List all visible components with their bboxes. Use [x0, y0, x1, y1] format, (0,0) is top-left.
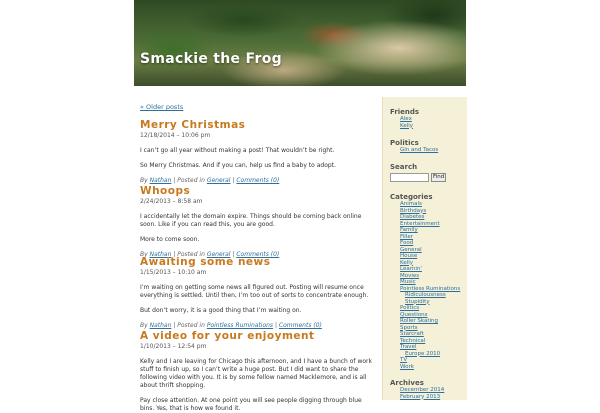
post-date: 2/24/2013 – 8:58 am	[140, 198, 203, 205]
category-link[interactable]: General	[206, 177, 231, 184]
comments-link[interactable]: Comments (0)	[278, 322, 322, 329]
meta-posted-in: | Posted in	[173, 251, 205, 258]
politics-link[interactable]: Gin and Tacos	[400, 147, 439, 153]
category-link[interactable]: Movies	[400, 272, 420, 279]
post-title[interactable]: Merry Christmas	[140, 119, 246, 131]
category-link[interactable]: Food	[400, 240, 414, 246]
sidebar-heading: Friends	[390, 108, 420, 116]
sidebar-heading: Politics	[390, 139, 419, 147]
post-paragraph: More to come soon.	[140, 236, 200, 243]
politics-list	[390, 147, 466, 154]
post-body	[140, 284, 372, 315]
category-link[interactable]: Pointless Ruminations	[400, 285, 461, 292]
list-item	[400, 147, 466, 154]
header-banner	[134, 0, 466, 86]
post-paragraph: I accidentally let the domain expire. Things should be coming back online soon. Like if you can read this, you are good.	[140, 213, 362, 228]
sidebar	[382, 97, 467, 400]
sidebar-archives	[390, 379, 466, 400]
post	[140, 185, 372, 259]
author-link[interactable]: Nathan	[149, 177, 172, 184]
post-body	[140, 147, 372, 170]
post-paragraph: I can’t go all year without making a post! That wouldn’t be right.	[140, 147, 335, 154]
category-link[interactable]: Family	[400, 227, 418, 233]
list-item	[400, 123, 466, 130]
category-link[interactable]: Roller Skating	[400, 318, 439, 324]
post-body	[140, 213, 372, 244]
category-link[interactable]: TV	[400, 357, 408, 363]
friend-link[interactable]: Kelly	[400, 122, 414, 129]
category-link[interactable]: Sports	[400, 324, 418, 331]
sidebar-categories	[390, 193, 466, 370]
category-link[interactable]: Questions	[400, 311, 428, 318]
category-link[interactable]: Kelly	[400, 259, 414, 266]
category-link[interactable]: Starcraft	[400, 331, 424, 337]
categories-list	[390, 201, 466, 370]
friends-list	[390, 116, 466, 129]
archive-link[interactable]: February 2013	[400, 393, 441, 400]
category-link[interactable]: House	[400, 253, 418, 259]
sidebar-heading: Search	[390, 163, 418, 171]
category-link[interactable]: General	[206, 251, 231, 258]
meta-separator: |	[274, 322, 277, 329]
sidebar-heading: Archives	[390, 379, 424, 387]
category-link[interactable]: Work	[400, 363, 414, 370]
search-row	[390, 173, 466, 182]
category-link[interactable]: Ridiculousness	[405, 292, 446, 298]
category-link[interactable]: Birthdays	[400, 207, 427, 214]
post-title[interactable]: Whoops	[140, 185, 191, 197]
post-paragraph: Pay close attention. At one point you will see people digging through blue bins. Yes, that is how we found it.	[140, 397, 362, 412]
older-posts-link[interactable]: « Older posts	[140, 103, 184, 111]
meta-by: By	[140, 322, 148, 329]
category-link[interactable]: Learnin'	[400, 266, 422, 272]
category-link[interactable]: Technical	[400, 337, 426, 344]
category-link[interactable]: Filler	[400, 233, 413, 240]
sidebar-heading: Categories	[390, 193, 433, 201]
category-link[interactable]: Diabetes	[400, 214, 425, 220]
meta-separator: |	[232, 177, 235, 184]
category-link[interactable]: Pointless Ruminations	[206, 322, 274, 329]
comments-link[interactable]: Comments (0)	[236, 251, 280, 258]
archives-list	[390, 387, 466, 400]
meta-by: By	[140, 177, 148, 184]
post-body	[140, 358, 372, 413]
sidebar-friends	[390, 108, 466, 129]
post	[140, 119, 372, 185]
post	[140, 256, 372, 330]
category-link[interactable]: General	[400, 246, 422, 253]
post-paragraph: Kelly and I are leaving for Chicago this afternoon, and I have a bunch of work stuff to finish up, so I can’t write a huge post. But I did want to share the following video with you. It is by some fellow named Macklemore, and is all about thrift shopping.	[140, 358, 372, 389]
post-title[interactable]: Awaiting some news	[140, 256, 271, 268]
post-paragraph: But don’t worry, it is a good thing that I’m waiting on.	[140, 307, 302, 314]
meta-posted-in: | Posted in	[173, 322, 205, 329]
category-link[interactable]: Stupidity	[405, 298, 430, 305]
category-link[interactable]: Travel	[400, 344, 417, 350]
archive-link[interactable]: December 2014	[400, 387, 445, 393]
author-link[interactable]: Nathan	[149, 322, 172, 329]
post-date: 1/10/2013 – 12:54 pm	[140, 343, 207, 350]
meta-posted-in: | Posted in	[173, 177, 205, 184]
post-date: 12/18/2014 – 10:06 pm	[140, 132, 211, 139]
friend-link[interactable]: Alex	[400, 116, 412, 122]
category-link[interactable]: Music	[400, 279, 416, 285]
post-date: 1/15/2013 – 10:10 am	[140, 269, 207, 276]
search-input[interactable]	[390, 173, 429, 182]
sidebar-politics	[390, 139, 466, 154]
page	[134, 0, 466, 412]
post-title[interactable]: A video for your enjoyment	[140, 330, 315, 342]
post	[140, 330, 372, 413]
post-meta	[140, 322, 372, 330]
sidebar-search	[390, 163, 466, 182]
category-link[interactable]: Entertainment	[400, 220, 440, 227]
comments-link[interactable]: Comments (0)	[236, 177, 280, 184]
post-paragraph: So Merry Christmas. And if you can, help us find a baby to adopt.	[140, 162, 336, 169]
category-link[interactable]: Politics	[400, 305, 420, 311]
post-paragraph: I’m waiting on getting some news all figured out. Posting will resume once everything is settled. Until then, I’m too out of sorts to concentrate enough.	[140, 284, 369, 299]
author-link[interactable]: Nathan	[149, 251, 172, 258]
category-link[interactable]: Animals	[400, 201, 422, 207]
list-item	[400, 394, 466, 401]
meta-by: By	[140, 251, 148, 258]
find-button[interactable]: Find	[433, 174, 445, 180]
list-item	[400, 364, 466, 371]
blog-title[interactable]: Smackie the Frog	[140, 51, 282, 67]
category-link[interactable]: Europe 2010	[405, 350, 441, 357]
post-meta	[140, 177, 372, 185]
meta-separator: |	[232, 251, 235, 258]
